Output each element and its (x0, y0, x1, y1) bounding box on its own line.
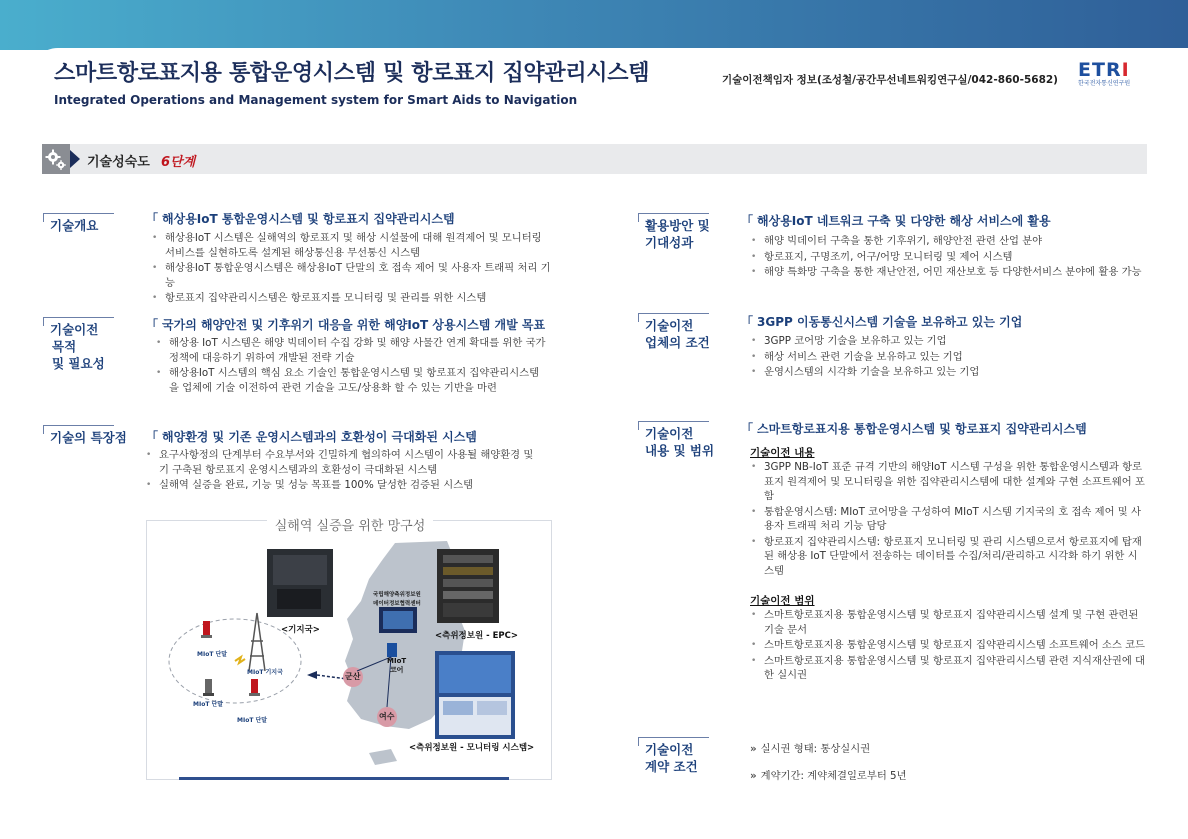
usage-list (751, 234, 1146, 281)
list-item: • 해상용IoT 시스템의 핵심 요소 기술인 통합운영시스템 및 항로표지 집약관리시스템을 업체에 기술 이전하여 관련 기술을 고도/상용화 할 수 있는 기반을 마련 (156, 366, 548, 395)
list-item: • 항로표지 집약관리시스템은 항로표지를 모니터링 및 관리를 위한 시스템 (152, 291, 552, 306)
list-item: • 3GPP NB-IoT 표준 규격 기반의 해양IoT 시스템 구성을 위한 통합운영시스템과 항로표지 원격제어 및 모니터링을 위한 집약관리시스템에 대한 설계와 구현 소프트웨어 포함 (751, 460, 1146, 504)
etri-logo (1078, 60, 1150, 92)
tech-level-label: 기술성숙도 (87, 155, 150, 170)
conditions-heading-text: 3GPP 이동통신시스템 기술을 보유하고 있는 기업 (757, 315, 1023, 329)
tech-level-bar (42, 144, 1147, 174)
logo-word: ETR (1078, 59, 1122, 81)
content-subtitle: 기술이전 내용 (750, 447, 815, 459)
overview-heading: 「 해상용IoT 통합운영시스템 및 항로표지 집약관리시스템 (146, 212, 455, 226)
scope-heading-text: 스마트항로표지용 통합운영시스템 및 항로표지 집약관리시스템 (757, 422, 1087, 436)
list-item: • 운영시스템의 시각화 기술을 보유하고 있는 기업 (751, 365, 1146, 380)
page-title: 스마트항로표지용 통합운영시스템 및 항로표지 집약관리시스템 (54, 61, 650, 86)
list-item: • 실해역 실증을 완료, 기능 및 성능 목표를 100% 달성한 검증된 시스템 (146, 478, 546, 493)
list-item: • 스마트항로표지용 통합운영시스템 및 항로표지 집약관리시스템 소프트웨어 소스 코드 (751, 638, 1146, 653)
list-item: • 스마트항로표지용 통합운영시스템 및 항로표지 집약관리시스템 설계 및 구현 관련된 기술 문서 (751, 608, 1146, 637)
overview-list (152, 231, 552, 307)
range-list (751, 608, 1146, 684)
conditions-heading: 「 3GPP 이동통신시스템 기술을 보유하고 있는 기업 (741, 315, 1023, 329)
label-epc: <측위정보원 - EPC> (435, 631, 519, 641)
features-list (146, 448, 546, 494)
contract-item-text: 실시권 형태: 통상실시권 (760, 743, 871, 755)
conditions-label-2: 업체의 조건 (645, 335, 710, 350)
list-item (750, 767, 907, 782)
list-item: • 해상용IoT 시스템은 실해역의 항로표지 및 해상 시설물에 대해 원격제어 및 모니터링 서비스를 실현하도록 설계된 해상통신용 무선통신 시스템 (152, 231, 552, 260)
label-center-1: 국립해양측위정보원 (373, 592, 421, 598)
double-chevron-icon: » (750, 770, 757, 782)
tech-level-value: 6단계 (161, 155, 196, 170)
list-item: • 해상용IoT 통합운영시스템은 해상용IoT 단말의 호 접속 제어 및 사용자 트래픽 처리 기능 (152, 261, 552, 290)
section-label-conditions (645, 317, 710, 351)
gear-icon (42, 144, 70, 174)
features-heading-text: 해양환경 및 기존 운영시스템과의 호환성이 극대화된 시스템 (162, 430, 477, 444)
scope-heading: 「 스마트항로표지용 통합운영시스템 및 항로표지 집약관리시스템 (741, 422, 1087, 436)
list-item: • 통합운영시스템: MIoT 코어망을 구성하여 MIoT 시스템 기지국의 호 접속 제어 및 사용자 트래픽 처리 기능 담당 (751, 505, 1146, 534)
conditions-list (751, 334, 1146, 381)
label-center-2: 데이터정보협력센터 (373, 601, 421, 607)
purpose-label-3: 및 필요성 (52, 356, 105, 371)
range-subtitle: 기술이전 범위 (750, 595, 815, 607)
contract-label-2: 계약 조건 (645, 759, 698, 774)
double-chevron-icon: » (750, 743, 757, 755)
list-item (750, 740, 907, 755)
contact-info: 기술이전책임자 정보(조성철/공간무선네트워킹연구실/042-860-5682) (722, 74, 1058, 86)
list-item: • 해상 서비스 관련 기술을 보유하고 있는 기업 (751, 350, 1146, 365)
scope-label-1: 기술이전 (645, 426, 694, 441)
contract-label-1: 기술이전 (645, 742, 694, 757)
label-terminal-2: MIoT 단말 (193, 701, 224, 708)
section-label-features (50, 429, 127, 446)
features-heading: 「 해양환경 및 기존 운영시스템과의 호환성이 극대화된 시스템 (146, 430, 477, 444)
label-core-2: 코어 (389, 666, 404, 674)
network-diagram (146, 520, 552, 780)
label-core-1: MIoT (387, 657, 407, 665)
label-base-small: MIoT 기지국 (247, 669, 283, 676)
logo-subtext: 한국전자통신연구원 (1078, 80, 1131, 87)
section-label-purpose (50, 321, 105, 372)
scope-label-2: 내용 및 범위 (645, 443, 715, 458)
purpose-heading-text: 국가의 해양안전 및 기후위기 대응을 위한 해양IoT 상용시스템 개발 목표 (162, 318, 546, 332)
chevron-right-icon (70, 150, 80, 168)
figure-title: 실해역 실증을 위한 망구성 (267, 519, 434, 534)
features-label-text: 기술의 특장점 (50, 430, 127, 445)
list-item: • 항로표지 집약관리시스템: 항로표지 모니터링 및 관리 시스템으로서 항로표지에 탑재된 해상용 IoT 단말에서 전송하는 데이터를 수집/처리/관리하고 시각화 하기 위한 시스템 (751, 535, 1146, 579)
contract-item-text: 계약기간: 계약체결일로부터 5년 (760, 770, 907, 782)
usage-label-1: 활용방안 및 (645, 218, 710, 233)
list-item: • 해양 빅데이터 구축을 통한 기후위기, 해양안전 관련 산업 분야 (751, 234, 1146, 249)
usage-heading-text: 해상용IoT 네트워크 구축 및 다양한 해상 서비스에 활용 (757, 214, 1051, 228)
label-center (373, 591, 421, 609)
contract-list (750, 740, 907, 794)
section-label-overview (50, 217, 98, 234)
list-item: • 스마트항로표지용 통합운영시스템 및 항로표지 집약관리시스템 관련 지식재산권에 대한 실시권 (751, 654, 1146, 683)
purpose-label-2: 목적 (52, 339, 77, 354)
purpose-list (156, 336, 548, 396)
overview-heading-text: 해상용IoT 통합운영시스템 및 항로표지 집약관리시스템 (162, 212, 455, 226)
section-label-usage (645, 217, 710, 251)
header-band (0, 0, 1188, 50)
label-monitoring: <측위정보원 - 모니터링 시스템> (409, 743, 535, 753)
label-terminal-3: MIoT 단말 (237, 717, 268, 724)
usage-heading: 「 해상용IoT 네트워크 구축 및 다양한 해상 서비스에 활용 (741, 214, 1051, 228)
label-city-yeosu: 여수 (379, 712, 395, 721)
section-label-contract (645, 741, 698, 775)
list-item: • 해양 특화망 구축을 통한 재난안전, 어민 재산보호 등 다양한서비스 분야에 활용 가능 (751, 265, 1146, 280)
page-subtitle: Integrated Operations and Management system for Smart Aids to Navigation (54, 93, 578, 107)
purpose-label-1: 기술이전 (50, 322, 99, 337)
overview-label-text: 기술개요 (50, 218, 99, 233)
list-item: • 해상용 IoT 시스템은 해양 빅데이터 수집 강화 및 해양 사물간 연계 확대를 위한 국가 정책에 대응하기 위하여 개발된 전략 기술 (156, 336, 548, 365)
label-base-station: <기지국> (281, 625, 320, 635)
label-terminal-1: MIoT 단말 (197, 651, 228, 658)
list-item: • 항로표지, 구명조끼, 어구/어망 모니터링 및 제어 시스템 (751, 250, 1146, 265)
usage-label-2: 기대성과 (645, 235, 694, 250)
logo-word-i: I (1121, 59, 1130, 81)
section-label-scope (645, 425, 714, 459)
purpose-heading: 「 국가의 해양안전 및 기후위기 대응을 위한 해양IoT 상용시스템 개발 목표 (146, 318, 546, 332)
content-list (751, 460, 1146, 579)
list-item: • 요구사항정의 단계부터 수요부서와 긴밀하게 협의하여 시스템이 사용될 해양환경 및 기 구축된 항로표지 운영시스템과의 호환성이 극대화된 시스템 (146, 448, 546, 477)
conditions-label-1: 기술이전 (645, 318, 694, 333)
list-item: • 3GPP 코어망 기술을 보유하고 있는 기업 (751, 334, 1146, 349)
label-core (387, 657, 406, 675)
label-city-gunsan: 군산 (345, 672, 361, 681)
figure-bottom-rule (179, 777, 509, 780)
